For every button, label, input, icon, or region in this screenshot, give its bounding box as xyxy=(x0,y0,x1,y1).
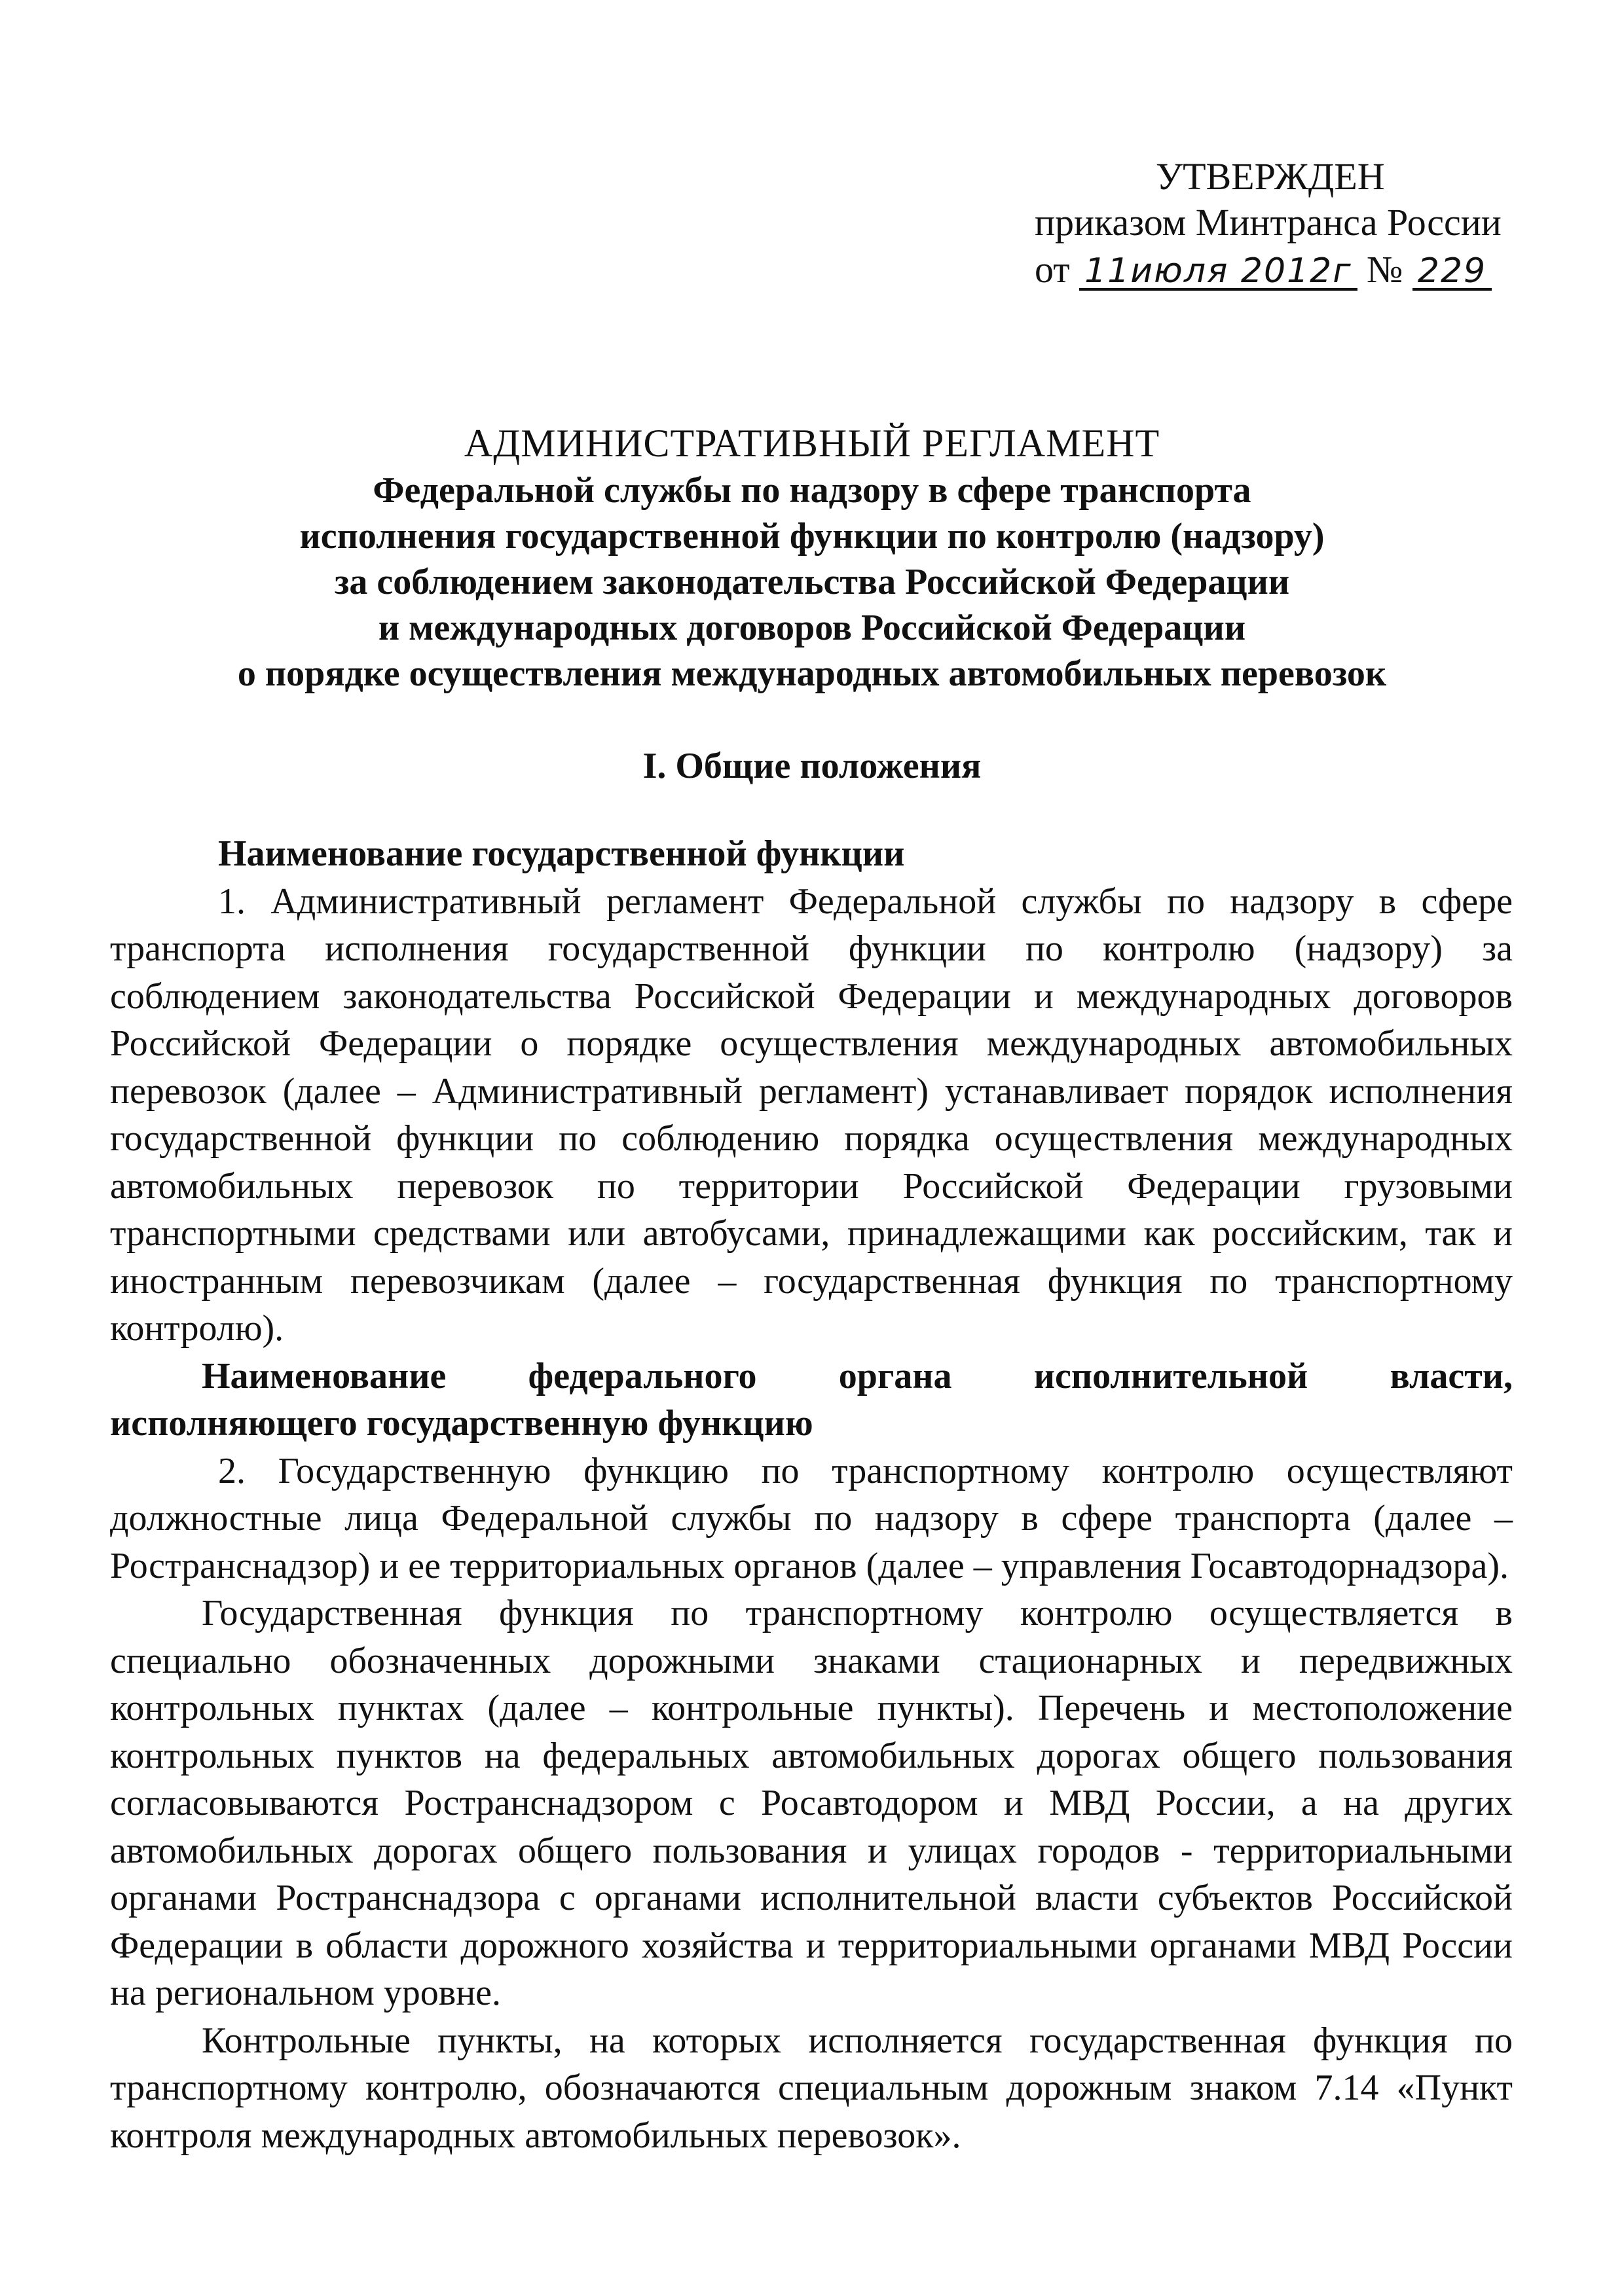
subheading-authority-line-1: Наименование федерального органа исполнительной власти, xyxy=(202,1355,1513,1396)
title-line-3: за соблюдением законодательства Российской Федерации xyxy=(334,562,1290,602)
approval-stamp-block xyxy=(1035,154,1506,293)
title-line-1: Федеральной службы по надзору в сфере транспорта xyxy=(373,470,1251,511)
order-label: приказом Минтранса России xyxy=(1035,201,1502,244)
document-title xyxy=(111,419,1513,697)
order-date-line xyxy=(1035,247,1506,293)
date-prefix: от xyxy=(1035,248,1070,291)
paragraph-2: 2. Государственную функцию по транспортному контролю осуществляют должностные лица Федеральной службы по надзору в сфере транспорта (далее – Ространснадзор) и ее территориальных органов (далее – управления Госавтодорнадзора). xyxy=(110,1450,1513,1586)
subheading-function-name: Наименование государственной функции xyxy=(218,833,905,874)
document-body xyxy=(110,830,1513,2159)
number-sign: № xyxy=(1367,248,1403,291)
title-line-4: и международных договоров Российской Федерации xyxy=(378,608,1246,648)
handwritten-date: 11июля 2012г xyxy=(1079,254,1357,291)
title-line-2: исполнения государственной функции по контролю (надзору) xyxy=(299,516,1325,556)
handwritten-number: 229 xyxy=(1412,254,1492,291)
approved-label: УТВЕРЖДЕН xyxy=(1156,155,1385,198)
subheading-authority-line-2: исполняющего государственную функцию xyxy=(110,1403,813,1444)
paragraph-3: Государственная функция по транспортному контролю осуществляется в специально обозначенных дорожными знаками стационарных и передвижных контрольных пунктах (далее – контрольные пункты). Перечень и местоположение контрольных пунктов на федеральных автомобильных дорогах общего пользования согласовываются Ространснадзором с Росавтодором и МВД России, а на других автомобильных дорогах общего пользования и улицах городов - территориальными органами Ространснадзора с органами исполнительной власти субъектов Российской Федерации в области дорожного хозяйства и территориальными органами МВД России на региональном уровне. xyxy=(110,1593,1513,2013)
paragraph-4: Контрольные пункты, на которых исполняется государственная функция по транспортному контролю, обозначаются специальным дорожным знаком 7.14 «Пункт контроля международных автомобильных перевозок». xyxy=(110,2020,1513,2156)
paragraph-1: 1. Административный регламент Федеральной службы по надзору в сфере транспорта исполнения государственной функции по контролю (надзору) за соблюдением законодательства Российской Федерации и международных договоров Российской Федерации о порядке осуществления международных автомобильных перевозок (далее – Административный регламент) устанавливает порядок исполнения государственной функции по соблюдению порядка осуществления международных автомобильных перевозок по территории Российской Федерации грузовыми транспортными средствами или автобусами, принадлежащими как российским, так и иностранным перевозчикам (далее – государственная функция по транспортному контролю). xyxy=(110,881,1513,1349)
title-line-5: о порядке осуществления международных автомобильных перевозок xyxy=(237,653,1387,694)
title-main: АДМИНИСТРАТИВНЫЙ РЕГЛАМЕНТ xyxy=(464,422,1160,465)
section-heading: I. Общие положения xyxy=(642,746,982,786)
